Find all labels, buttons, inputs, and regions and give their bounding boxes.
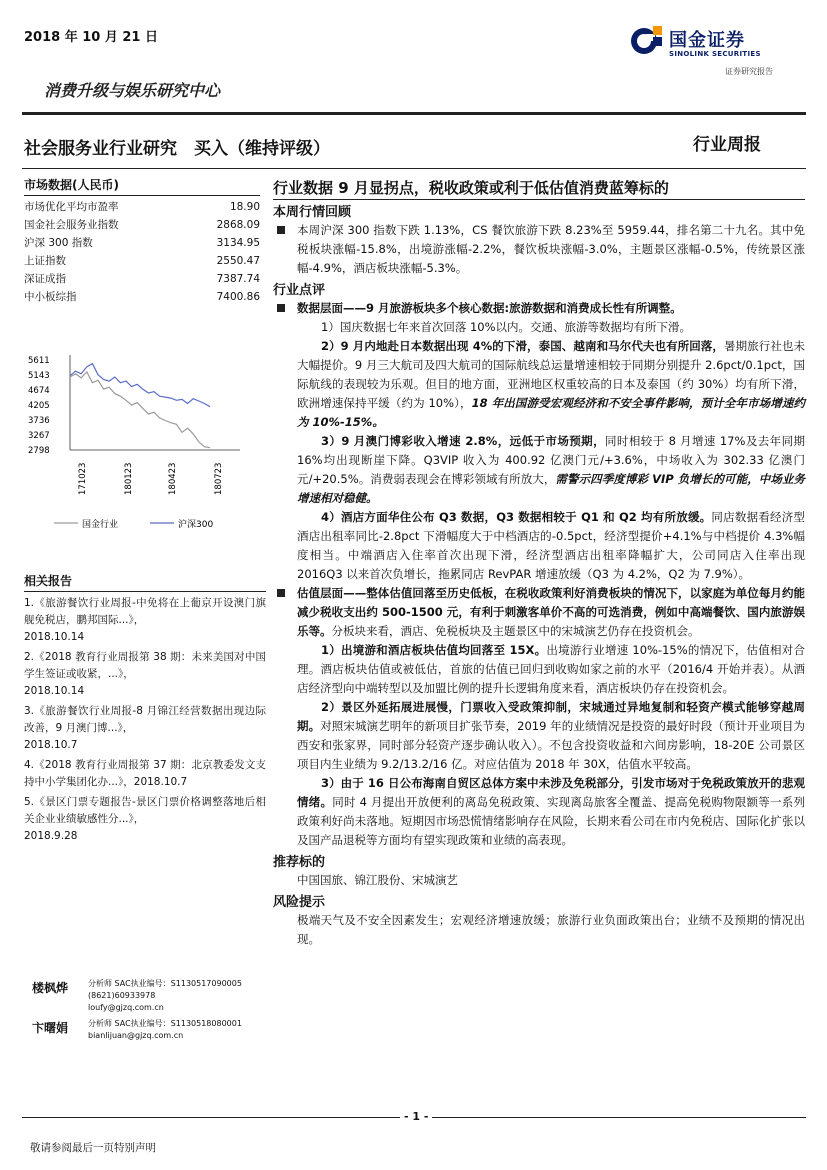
analyst-sac: 分析师 SAC执业编号：S1130517090005 <box>88 979 242 988</box>
y-tick-label: 5143 <box>28 370 50 381</box>
y-tick-label: 4205 <box>28 400 50 411</box>
market-row: 国金社会服务业指数 2868.09 <box>24 219 260 231</box>
series-line-hs300 <box>70 364 210 407</box>
valuation-2: 2）景区外延拓展进展慢，门票收入受政策抑制，宋城通过异地复制和轻资产模式能够穿越周期。对照宋城演艺明年的新项目扩张节奏，2019 年的业绩情况是投资的最好时段（预计开业项目为西安和张家界，同时部分轻资产逐步确认收入）。不包含投资收益和六间房影响，18-20E 公司景区项目内生业绩为 9.2/13.2/16 亿。对应估值为 2018 年 30X，估值水平较高。 <box>297 700 806 771</box>
y-tick-label: 3736 <box>28 415 50 426</box>
data-level-item: 数据层面——9 月旅游板块多个核心数据:旅游数据和消费成长性有所调整。 <box>273 299 805 318</box>
paragraph-2: 2）9 月内地赴日本数据出现 4%的下滑，泰国、越南和马尔代夫也有所回落，暑期旅行社也未大幅提价。9 月三大航司及四大航司的国际航线总运量增速相较于同期分别提升 2.6pct/0.1pct，国际航线的表现较为乐观。但目的地方面，亚洲地区权重较高的日本及泰国（约 30%）均有所下滑，欧洲增速保持平缓（约为 10%），18 年出国游受宏观经济和不安全事件影响，预计全年市场增速约为 10%-15%。 <box>297 339 806 429</box>
y-tick-label: 3267 <box>28 430 50 441</box>
risk-heading: 风险提示 <box>273 895 326 910</box>
bullet-icon <box>277 226 285 234</box>
sinolink-logo-icon <box>629 24 663 58</box>
related-item[interactable]: 2.《2018 教育行业周报第 38 期：未来美国对中国学生签证或收紧，...》， 2018.10.14 <box>24 651 266 697</box>
bullet-icon <box>277 304 285 312</box>
recommend-text: 中国国旅、锦江股份、宋城演艺 <box>297 873 458 887</box>
valuation-1: 1）出境游和酒店板块估值均回落至 15X。出境游行业增速 10%-15%的情况下，估值相对合理。酒店板块估值或被低估，首旅的估值已回归到收购如家之前的水平（2016/4 开始并表）。从酒店经济型向中端转型以及加盟比例的提升长逻辑角度来看，酒店板块仍存在投资机会。 <box>297 643 805 695</box>
y-tick-label: 5611 <box>28 356 50 366</box>
related-title: 相关报告 <box>24 572 266 592</box>
page-number: - 1 - <box>400 1110 432 1123</box>
analyst-name: 楼枫烨 <box>32 981 69 995</box>
analyst-sac: 分析师 SAC执业编号：S1130518080001 <box>88 1019 242 1028</box>
related-reports <box>24 572 266 845</box>
analyst-card <box>24 1016 268 1052</box>
paragraph-4: 4）酒店方面华住公布 Q3 数据，Q3 数据相较于 Q1 和 Q2 均有所放缓。同店数据看经济型酒店出租率同比-2.8pct 下滑幅度大于中档酒店的-0.5pct，经济型提价+4.1%与中档提价 4.3%幅度相当。中端酒店入住率首次出现下滑，经济型酒店出租率降幅扩大，公司同店入住率出现 2016Q3 以来首次负增长，拖累同店 RevPAR 增速放缓（Q3 为 4.2%，Q2 为 7.9%）。 <box>297 510 805 581</box>
related-item[interactable]: 3.《旅游餐饮行业周报-8 月锦江经营数据出现边际改善，9 月澳门博...》， 2018.10.7 <box>24 705 266 751</box>
week-review-heading: 本周行情回顾 <box>273 205 352 220</box>
report-date: 2018 年 10 月 21 日 <box>24 30 158 45</box>
legend-label-hs300: 沪深300 <box>178 520 214 530</box>
logo <box>629 22 799 82</box>
main-content <box>273 178 805 949</box>
comment-heading: 行业点评 <box>273 283 326 298</box>
report-type: 行业周报 <box>693 135 761 155</box>
title-rule <box>22 168 806 169</box>
report-title: 行业数据 9 月显拐点，税收政策或利于低估值消费蓝筹标的 <box>273 178 805 200</box>
x-tick-label: 180423 <box>168 462 178 495</box>
week-review-item: 本周沪深 300 指数下跌 1.13%，CS 餐饮旅游下跌 8.23%至 5959.44，排名第二十九名。其中免税板块涨幅-15.8%，出境游涨幅-2.2%，餐饮板块涨幅-3.0%，主题景区涨幅-0.5%，传统景区涨幅-4.9%，酒店板块涨幅-5.3%。 <box>273 221 805 278</box>
research-center: 消费升级与娱乐研究中心 <box>44 81 221 100</box>
y-tick-label: 2798 <box>28 446 50 456</box>
paragraph-1: 1）国庆数据七年来首次回落 10%以内。交通、旅游等数据均有所下滑。 <box>321 320 692 334</box>
index-line-chart <box>22 345 262 535</box>
x-tick-label: 180723 <box>214 462 224 495</box>
risk-text: 极端天气及不安全因素发生；宏观经济增速放缓；旅游行业负面政策出台；业绩不及预期的情况出现。 <box>297 913 805 946</box>
valuation-item: 估值层面——整体估值回落至历史低板，在税收政策利好消费板块的情况下，以家庭为单位每月约能减少税收支出约 500-1500 元，有利于刺激客单价不高的可选消费，例如中高端餐饮、国内旅游娱乐等。分板块来看，酒店、免税板块及主题景区中的宋城演艺仍存在投资机会。 <box>273 584 805 641</box>
header-rule <box>22 112 806 115</box>
market-data <box>24 176 260 306</box>
logo-text-cn: 国金证券 <box>669 30 745 51</box>
market-row: 上证指数 2550.47 <box>24 255 260 267</box>
analyst-name: 卞曙娟 <box>32 1021 69 1035</box>
related-item[interactable]: 5.《景区门票专题报告-景区门票价格调整落地后相关企业业绩敏感性分...》， 2018.9.28 <box>24 796 266 842</box>
logo-subtitle: 证券研究报告 <box>725 67 773 76</box>
series-line-guojin <box>70 372 210 448</box>
market-row: 市场优化平均市盈率 18.90 <box>24 201 260 213</box>
y-tick-label: 4674 <box>28 385 50 396</box>
valuation-3: 3）由于 16 日公布海南自贸区总体方案中未涉及免税部分，引发市场对于免税政策放开的悲观情绪。同时 4 月提出开放便利的离岛免税政策、实现离岛旅客全覆盖、提高免税购物限额等一系列政策利好尚未落地。短期因市场恐慌情绪影响存在风险，长期来看公司在市内免税店、国际化扩张以及国产品退税等方面均有望实现政策和业绩的高表现。 <box>297 776 806 847</box>
related-item[interactable]: 4.《2018 教育行业周报第 37 期：北京教委发文支持中小学集团化办...》，2018.10.7 <box>24 759 266 788</box>
related-item[interactable]: 1.《旅游餐饮行业周报-中免将在上葡京开设澳门旗舰免税店，鹏邦国际...》， 2018.10.14 <box>24 597 266 643</box>
legend-label-guojin: 国金行业 <box>82 520 119 530</box>
disclaimer-note: 敬请参阅最后一页特别声明 <box>30 1142 156 1154</box>
market-row: 沪深 300 指数 3134.95 <box>24 237 260 249</box>
market-row: 中小板综指 7400.86 <box>24 291 260 303</box>
market-row: 深证成指 7387.74 <box>24 273 260 285</box>
logo-text-en: SINOLINK SECURITIES <box>669 50 761 58</box>
analysts <box>24 976 268 1056</box>
analyst-email[interactable]: loufy@gjzq.com.cn <box>88 1003 164 1012</box>
market-data-title: 市场数据(人民币) <box>24 176 260 196</box>
recommend-heading: 推荐标的 <box>273 855 326 870</box>
analyst-card <box>24 976 268 1012</box>
analyst-phone: (8621)60933978 <box>88 991 156 1000</box>
x-tick-label: 171023 <box>78 462 88 495</box>
x-tick-label: 180123 <box>124 462 134 495</box>
industry-title: 社会服务业行业研究 买入（维持评级） <box>24 139 330 159</box>
paragraph-3: 3）9 月澳门博彩收入增速 2.8%，远低于市场预期，同时相较于 8 月增速 17%及去年同期 16%均出现断崖下降。Q3VIP 收入为 400.92 亿澳门元/+3.6%，中场收入为 302.33 亿澳门元/+20.5%。消费弱表现会在博彩领域有所放大，需警示四季度博彩 VIP 负增长的可能，中场业务增速相对稳健。 <box>297 434 806 505</box>
analyst-email[interactable]: bianlijuan@gjzq.com.cn <box>88 1031 184 1040</box>
bullet-icon <box>277 589 285 597</box>
